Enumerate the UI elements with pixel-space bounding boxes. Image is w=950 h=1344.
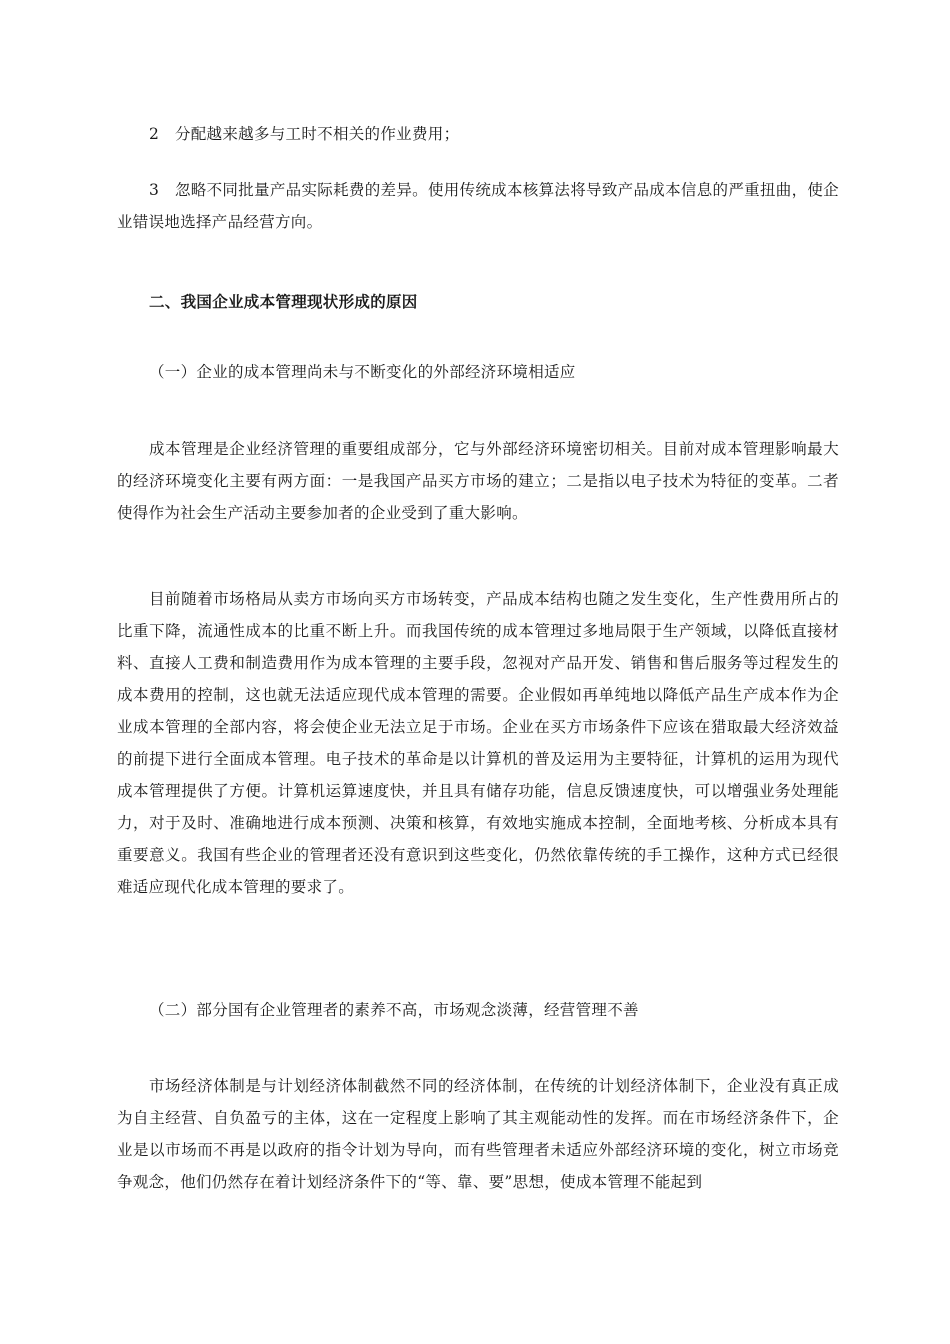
list-item-3: 3 忽略不同批量产品实际耗费的差异。使用传统成本核算法将导致产品成本信息的严重扭曲，使企业错误地选择产品经营方向。 (117, 181, 839, 231)
body-paragraph-2: 目前随着市场格局从卖方市场向买方市场转变，产品成本结构也随之发生变化，生产性费用所占的比重下降，流通性成本的比重不断上升。而我国传统的成本管理过多地局限于生产领域，以降低直接材料、直接人工费和制造费用作为成本管理的主要手段，忽视对产品开发、销售和售后服务等过程发生的成本费用的控制，这也就无法适应现代成本管理的需要。企业假如再单纯地以降低产品生产成本作为企业成本管理的全部内容，将会使企业无法立足于市场。企业在买方市场条件下应该在猎取最大经济效益的前提下进行全面成本管理。电子技术的革命是以计算机的普及运用为主要特征，计算机的运用为现代成本管理提供了方便。计算机运算速度快，并且具有储存功能，信息反馈速度快，可以增强业务处理能力，对于及时、准确地进行成本预测、决策和核算，有效地实施成本控制，全面地考核、分析成本具有重要意义。我国有些企业的管理者还没有意识到这些变化，仍然依靠传统的手工操作，这种方式已经很难适应现代化成本管理的要求了。 (117, 590, 839, 896)
subsection-heading-1: （一）企业的成本管理尚未与不断变化的外部经济环境相适应 (149, 363, 576, 381)
section-heading: 二、我国企业成本管理现状形成的原因 (149, 292, 418, 311)
subsection-heading-2: （二）部分国有企业管理者的素养不高，市场观念淡薄，经营管理不善 (149, 1001, 639, 1019)
list-item-2: 2 分配越来越多与工时不相关的作业费用； (149, 125, 460, 143)
body-paragraph-3: 市场经济体制是与计划经济体制截然不同的经济体制，在传统的计划经济体制下，企业没有真正成为自主经营、自负盈亏的主体，这在一定程度上影响了其主观能动性的发挥。而在市场经济条件下，企业是以市场而不再是以政府的指令计划为导向，而有些管理者未适应外部经济环境的变化，树立市场竞争观念，他们仍然存在着计划经济条件下的“等、靠、要”思想，使成本管理不能起到 (117, 1077, 839, 1191)
body-paragraph-1: 成本管理是企业经济管理的重要组成部分，它与外部经济环境密切相关。目前对成本管理影响最大的经济环境变化主要有两方面：一是我国产品买方市场的建立；二是指以电子技术为特征的变革。二者使得作为社会生产活动主要参加者的企业受到了重大影响。 (117, 440, 839, 522)
